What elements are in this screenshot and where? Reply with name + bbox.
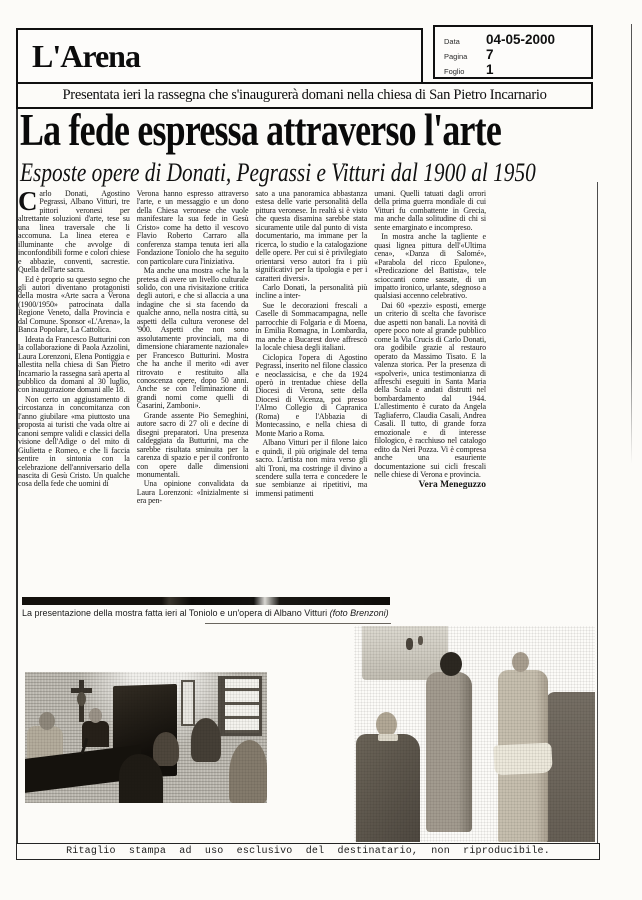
article-body [18, 190, 486, 582]
painting-back-figure-head [440, 652, 462, 676]
headline: La fede espressa attraverso l'arte [20, 104, 501, 155]
crucifix-figure [77, 692, 86, 706]
article-paragraph: Ciclopica l'opera di Agostino Pegrassi, inserito nel filone classico e neoclassicisa, e che da 1924 operò in trentadue chiese della Diocesi di Verona, sette della Diocesi di Vicenza, poi presso l'Almo Collegio di Capranica (Roma) e l'Abbazia di Montecassino, e nella chiesa di Monte Mario a Roma. [255, 352, 368, 438]
audience-head-4 [229, 740, 267, 803]
meta-label: Foglio [444, 67, 465, 76]
footer-disclaimer: Ritaglio stampa ad uso esclusivo del destinatario, non riproducibile. [66, 846, 550, 857]
article-paragraph: Grande assente Pio Semeghini, autore sacro di 27 oli e decine di disegni preparatori. Una presenza caldeggiata da Butturini, ma che sarebbe risultata sminuita per la carenza di spazio e per il confronto con opere dalle dimensioni monumentali. [136, 410, 249, 479]
article-column-3 [256, 190, 368, 582]
kicker-text: Presentata ieri la rassegna che s'inaugurerà domani nella chiesa di San Pietro Incarnario [62, 87, 547, 103]
clipping-meta-box [433, 25, 593, 79]
painting-loincloth [493, 743, 552, 776]
meta-row [444, 62, 591, 77]
article-paragraph: umani. Quelli tatuati dagli orrori della prima guerra mondiale di cui Vitturi fu combattente in Grecia, ma anche dalla solitudine di chi si sente emarginato e incompreso. [374, 190, 486, 232]
subhead: Esposte opere di Donati, Pegrassi e Vitturi dal 1900 al 1950 [20, 158, 536, 187]
window-small [181, 680, 195, 726]
meta-value: 04-05-2000 [486, 32, 556, 47]
meta-label: Pagina [444, 52, 468, 61]
painting-small-figure-1 [406, 638, 413, 650]
fold-line [205, 623, 391, 624]
article-column-2 [137, 190, 249, 582]
article-paragraph: In mostra anche la tagliente e quasi lignea pittura dell'«Ultima cena», «Danza di Salomé», «Parabola del ricco Epulone», «Predicazione del Battista», tele scioccanti come sassate, di un impatto ironico, urlante, sdegnoso a qualsiasi accenno celebrativo. [374, 232, 486, 301]
photo-caption [22, 608, 422, 618]
right-column-rule [597, 182, 598, 843]
meta-row [444, 32, 591, 47]
press-conference-photo [25, 672, 267, 803]
article-paragraph: Dai 60 «pezzi» esposti, emerge un criterio di scelta che favorisce due aspetti non banali. La novità di opere poco note al grande pubblico come la Via Crucis di Carlo Donati, ora godibile grazie al restauro operato da Massimo Tisato. E la valenza storica. Per la presenza di «spolveri», unica testimonianza di affreschi eseguiti in Santa Maria della Scala e andati distrutti nel bombardamento dal 1944. L'allestimento è curato da Angela Tagliaferro, Claudia Casali, Andrea Casali. Il tutto, di grande forza emozionale e di interesse filologico, è racchiuso nel catalogo edito da Neri Pozza. Vi è compresa anche una esauriente documentazione sui cicli frescali nelle chiese di Verona e provincia. [374, 300, 486, 479]
meta-value: 7 [486, 47, 494, 62]
photo-credit: (foto Brenzoni) [329, 608, 389, 618]
painting-seated-figure-body [356, 734, 420, 842]
meta-rows [444, 32, 591, 77]
article-column-1 [18, 190, 130, 582]
article-paragraph: Carlo Donati, la personalità più incline a inter- [255, 282, 368, 301]
audience-head-2 [191, 718, 221, 762]
painting-standing-figure-head [512, 652, 529, 672]
speaker-left-head [39, 712, 55, 730]
painting-small-figure-2 [418, 636, 423, 645]
article-paragraph: Ed è proprio su questo segno che gli autori diventano protagonisti della mostra «Arte sacra a Verona (1900/1950» patrocinata dalla Regione Veneto, dalla Provincia e dal Comune. Sponsor «L'Arena», la Banca Popolare, La Cattolica. [18, 274, 130, 335]
newspaper-logo: L'Arena [32, 38, 140, 74]
article-paragraph: Verona hanno espresso attraverso l'arte, e un messaggio e un dono della Chiesa veronese che vuole manifestare la sua fede in Gesù Cristo» come ha detto il vescovo Flavio Roberto Carraro alla conferenza stampa tenuta ieri alla Fondazione Toniolo che ha seguito con particolare cura l'iniziativa. [136, 190, 249, 266]
painting-back-figure-body [426, 672, 472, 832]
window-large [218, 676, 262, 736]
article-paragraph: Albano Vitturi per il filone laico e quindi, il più originale del tema sacro. L'artista non mira verso gli alti Troni, ma costringe il divino a scendere sulla terra e concedere le sue sembianze ai ripetitivi, ma immensi patimenti [255, 438, 368, 498]
speaker-center-head [89, 708, 102, 723]
meta-row [444, 47, 591, 62]
meta-value: 1 [486, 62, 494, 77]
masthead-box [16, 28, 423, 84]
byline: Vera Meneguzzo [418, 480, 486, 491]
audience-head-1 [153, 732, 179, 766]
drop-cap: C [18, 190, 38, 216]
article-paragraph: Sue le decorazioni frescali a Caselle di Sommacampagna, nelle parrocchie di Folgaria e di Moena, in Emilia Romagna, in Lombardia, ma anche a Bucarest dove affrescò la locale chiesa degli italiani. [255, 300, 368, 353]
painting-collar [378, 734, 398, 741]
right-page-border [631, 24, 632, 464]
footer-box [16, 843, 600, 860]
photo-caption-text: La presentazione della mostra fatta ieri al Toniolo e un'opera di Albano Vitturi [22, 608, 330, 618]
painting-photo [354, 626, 595, 842]
article-paragraph: Carlo Donati, Agostino Pegrassi, Albano Vitturi, tre pittori veronesi per altrettante soluzioni d'arte, tese su una linea traversale che li accomuna. La linea eterea e illuminante che avvolge di inconfondibili forme e colori chiese e abbazie, conventi, sacrestie. Quella dell'arte sacra. [18, 190, 130, 275]
meta-label: Data [444, 37, 460, 46]
article-paragraph: Ideata da Francesco Butturini con la collaborazione di Paola Azzolini, Laura Lorenzoni, Elena Pontiggia e allestita nella chiesa di San Pietro Incarnario la rassegna sarà aperta al pubblico da domani al 30 luglio, con inaugurazione domani alle 18. [18, 334, 130, 395]
article-column-4 [374, 190, 486, 582]
article-paragraph: Non certo un aggiustamento di circostanza in concomitanza con l'anno giubilare «ma piuttosto una proposta ai turisti che vada oltre ai canoni sempre validi e classici della visione dell'Adige o del mito di Giulietta e Romeo, e che li faccia sentire in sintonia con la celebrazione dell'anniversario della nascita di Gesù Cristo. Un qualche cosa della fede che uomini di [18, 394, 130, 489]
caption-separator-bar [22, 597, 390, 605]
article-paragraph: sato a una panoramica abbastanza estesa delle varie personalità della pittura veronese. In realtà si è visto che questa disamina sarebbe stata sicuramente utile dal punto di vista documentario, ma immane per la ricerca, lo studio e la catalogazione delle opere. Per cui si è privilegiato orientarsi verso autori fra i più significativi per la tipologia e per i caratteri diversi». [255, 190, 368, 283]
article-paragraph: Ma anche una mostra «che ha la pretesa di avere un livello culturale solido, con una rivisitazione critica degli autori, e che si allaccia a una indagine che si sta facendo da qualche anno, nella nostra città, su aspetti della cultura veronese del '900. Aspetti che non sono assolutamente provinciali, ma di dimensione chiaramente nazionale» per Francesco Butturini. Mostra che ha anche il merito «di aver ritrovato e restituito alla conoscenza opere, dopo 50 anni. Anche se con l'eliminazione di grandi nomi come quelli di Casarini, Zamboni». [136, 266, 249, 411]
article-paragraph: Una opinione convalidata da Laura Lorenzoni: «Inizialmente si era pen- [136, 479, 249, 506]
